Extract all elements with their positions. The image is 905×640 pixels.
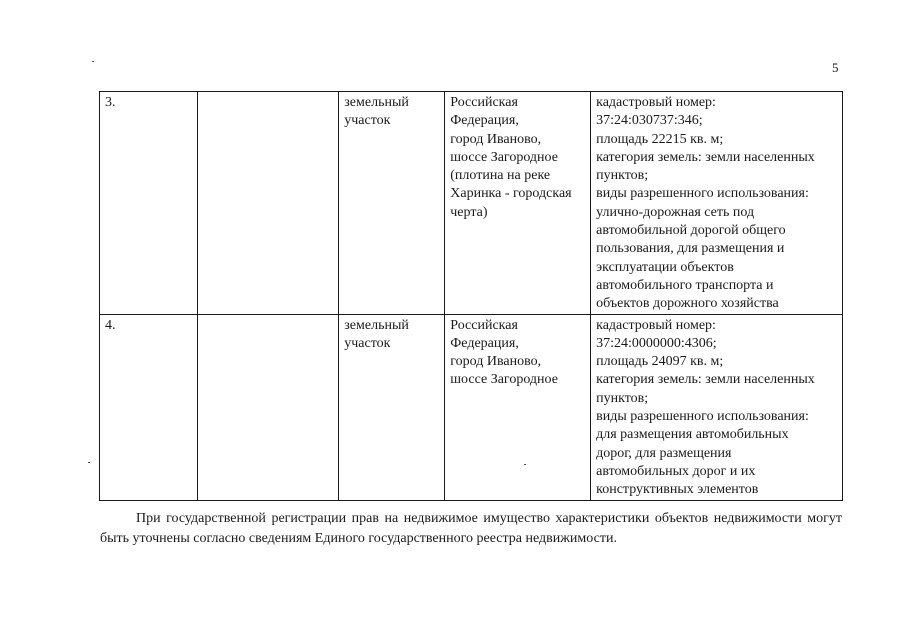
object-type-cell: земельный участок xyxy=(339,314,445,500)
address-cell: Российская Федерация, город Иваново, шоссе Загородное (плотина на реке Харинка - городская черта) xyxy=(445,92,591,315)
address-cell: Российская Федерация, город Иваново, шоссе Загородное xyxy=(445,314,591,500)
footer-paragraph: При государственной регистрации прав на недвижимое имущество характеристики объектов недвижимости могут быть уточнены согласно сведениям Единого государственного реестра недвижимости. xyxy=(100,511,842,546)
object-type-cell: земельный участок xyxy=(339,92,445,315)
table-row xyxy=(100,314,843,500)
page-number: 5 xyxy=(832,60,839,75)
owner-cell xyxy=(197,92,339,315)
description-cell: кадастровый номер: 37:24:0000000:4306; площадь 24097 кв. м; категория земель: земли населенных пунктов; виды разрешенного использования: для размещения автомобильных дорог, для размещения автомобильных дорог и их конструктивных элементов xyxy=(591,314,843,500)
scan-speck xyxy=(88,462,90,463)
scan-speck xyxy=(524,464,526,465)
row-number-cell: 3. xyxy=(100,92,198,315)
description-cell: кадастровый номер: 37:24:030737:346; площадь 22215 кв. м; категория земель: земли населенных пунктов; виды разрешенного использования: улично-дорожная сеть под автомобильной дорогой общего пользования, для размещения и эксплуатации объектов автомобильного транспорта и объектов дорожного хозяйства xyxy=(591,92,843,315)
table-row xyxy=(100,92,843,315)
owner-cell xyxy=(197,314,339,500)
row-number-cell: 4. xyxy=(100,314,198,500)
scan-speck xyxy=(92,61,94,62)
property-table xyxy=(99,91,843,501)
